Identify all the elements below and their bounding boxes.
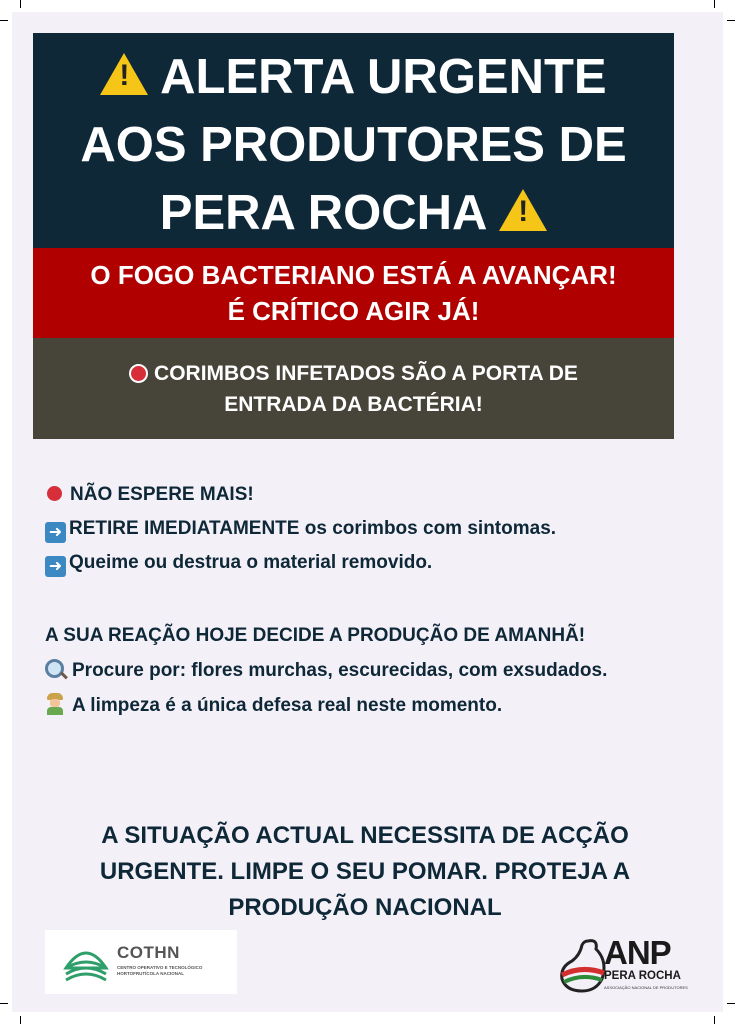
fire-blight-banner — [33, 248, 674, 338]
cothn-emblem-icon — [63, 938, 109, 984]
crop-mark — [727, 1003, 735, 1004]
notice-line-1: CORIMBOS INFETADOS SÃO A PORTA DE — [154, 362, 578, 385]
right-arrow-icon: ➜ — [45, 522, 66, 543]
crop-mark — [20, 0, 21, 8]
stop-sign-icon — [45, 484, 64, 503]
reaction-search-text: Procure por: flores murchas, escurecidas, com exsudados. — [72, 660, 608, 681]
cothn-logo — [45, 930, 237, 994]
infection-notice — [33, 338, 674, 439]
magnifying-glass-icon — [45, 659, 64, 678]
crop-mark — [727, 20, 735, 21]
actions-headline-row — [45, 478, 685, 512]
crop-mark — [0, 20, 8, 21]
warning-icon — [499, 189, 547, 231]
crop-mark — [20, 1016, 21, 1024]
title-text-1: ALERTA URGENTE — [160, 50, 607, 104]
anp-name: ANP — [604, 934, 671, 971]
closing-statement: A SITUAÇÃO ACTUAL NECESSITA DE ACÇÃO URGENTE. LIMPE O SEU POMAR. PROTEJA A PRODUÇÃO NACIONAL — [99, 822, 631, 921]
reaction-headline: A SUA REAÇÃO HOJE DECIDE A PRODUÇÃO DE AMANHÃ! — [45, 625, 586, 646]
anp-subtitle: PERA ROCHA — [604, 970, 681, 982]
banner-line-2: É CRÍTICO AGIR JÁ! — [227, 296, 480, 326]
actions-headline: NÃO ESPERE MAIS! — [70, 484, 254, 505]
reaction-cleaning-row — [45, 688, 670, 723]
anp-logo — [556, 930, 706, 998]
reaction-section — [45, 618, 670, 723]
action-item-2-text: Queime ou destrua o material removido. — [69, 552, 433, 573]
reaction-search-row — [45, 653, 670, 688]
crop-mark — [714, 1016, 715, 1024]
anp-tagline: ASSOCIAÇÃO NACIONAL DE PRODUTORES — [604, 985, 688, 990]
notice-line-1-wrap — [33, 358, 674, 389]
title-line-3 — [33, 179, 674, 247]
actions-section — [45, 478, 685, 580]
title-text-2: AOS PRODUTORES DE — [80, 118, 627, 172]
action-item-1 — [45, 512, 685, 546]
cothn-name: COTHN — [117, 943, 180, 962]
anp-pear-emblem-icon — [558, 935, 606, 993]
banner-line-1: O FOGO BACTERIANO ESTÁ A AVANÇAR! — [90, 260, 617, 290]
warning-icon — [100, 53, 148, 95]
right-arrow-icon: ➜ — [45, 556, 66, 577]
stop-sign-icon — [129, 364, 148, 383]
notice-line-2: ENTRADA DA BACTÉRIA! — [224, 393, 483, 416]
crop-mark — [714, 0, 715, 8]
cothn-subtitle: CENTRO OPERATIVO E TECNOLÓGICO HORTOFRUTÍCOLA NACIONAL — [117, 965, 203, 976]
action-item-1-emphasis: RETIRE IMEDIATAMENTE — [69, 518, 300, 539]
action-item-2 — [45, 546, 685, 580]
reaction-cleaning-text: A limpeza é a única defesa real neste momento. — [72, 695, 503, 716]
crop-mark — [0, 1003, 8, 1004]
farmer-icon — [45, 693, 65, 715]
action-item-1-text: os corimbos com sintomas. — [299, 518, 557, 539]
alert-title — [33, 33, 674, 248]
title-text-3: PERA ROCHA — [159, 186, 486, 240]
title-line-1 — [33, 43, 674, 111]
